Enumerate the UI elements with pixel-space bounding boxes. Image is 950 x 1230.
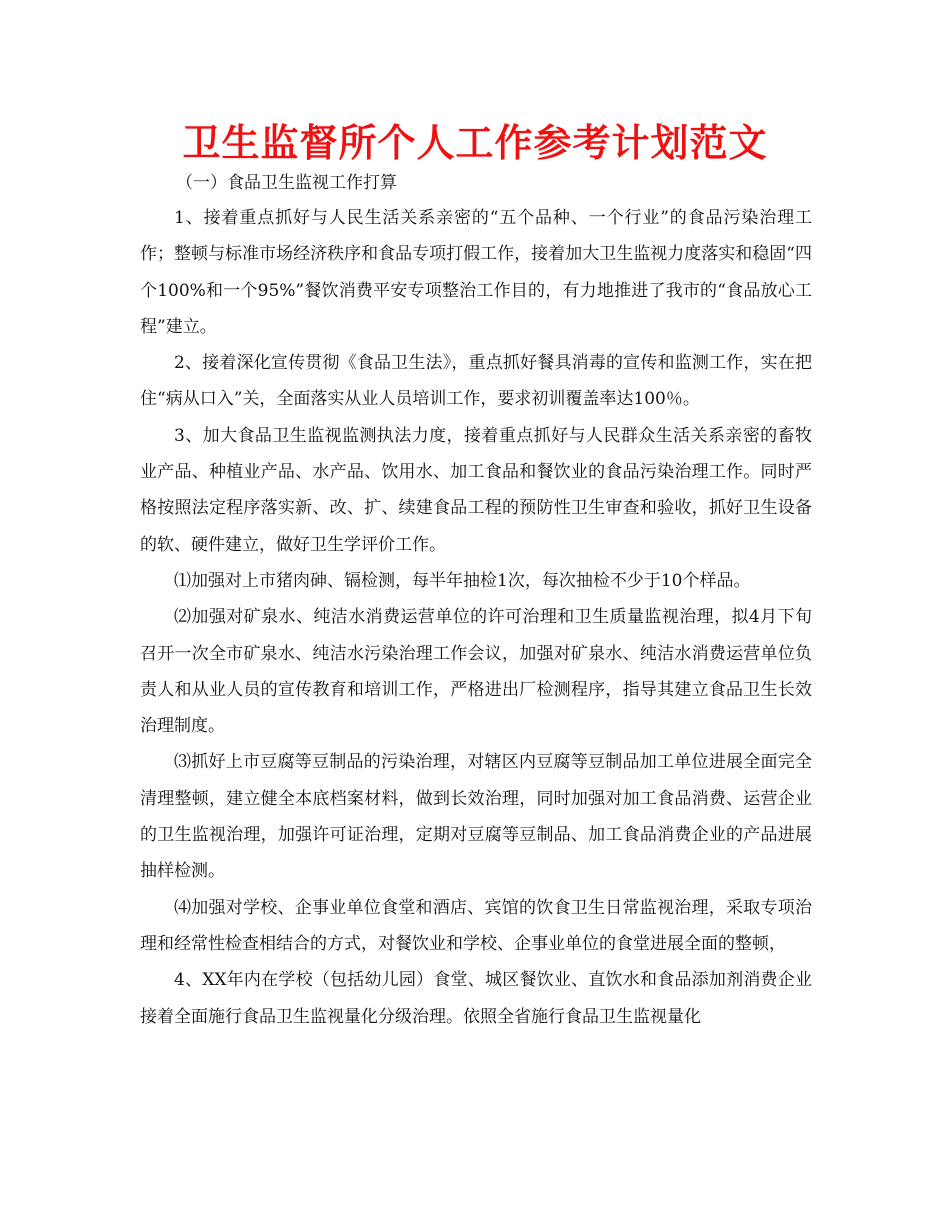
section-heading: （一）食品卫生监视工作打算 [176, 173, 397, 193]
paragraph: 4、XX年内在学校（包括幼儿园）食堂、城区餐饮业、直饮水和食品添加剂消费企业接着全面施行食品卫生监视量化分级治理。依照全省施行食品卫生监视量化 [140, 970, 812, 1027]
paragraph: ⑵加强对矿泉水、纯洁水消费运营单位的许可治理和卫生质量监视治理，拟4月下旬召开一次全市矿泉水、纯洁水污染治理工作会议，加强对矿泉水、纯洁水消费运营单位负责人和从业人员的宣传教育和培训工作，严格进出厂检测程序，指导其建立食品卫生长效治理制度。 [140, 607, 812, 737]
paragraph: 2、接着深化宣传贯彻《食品卫生法》，重点抓好餐具消毒的宣传和监测工作，实在把住“病从口入”关，全面落实从业人员培训工作，要求初训覆盖率达100％。 [140, 353, 812, 410]
paragraph: 1、接着重点抓好与人民生活关系亲密的“五个品种、一个行业”的食品污染治理工作；整顿与标准市场经济秩序和食品专项打假工作，接着加大卫生监视力度落实和稳固“四个100%和一个95%”餐饮消费平安专项整治工作目的，有力地推进了我市的“食品放心工程”建立。 [140, 208, 812, 337]
paragraph: ⑶抓好上市豆腐等豆制品的污染治理，对辖区内豆腐等豆制品加工单位进展全面完全清理整顿，建立健全本底档案材料，做到长效治理，同时加强对加工食品消费、运营企业的卫生监视治理，加强许可证治理，定期对豆腐等豆制品、加工食品消费企业的产品进展抽样检测。 [140, 752, 812, 882]
paragraph: ⑴加强对上市猪肉砷、镉检测，每半年抽检1次，每次抽检不少于10个样品。 [174, 570, 751, 591]
document-body [140, 200, 812, 1035]
paragraph: ⑷加强对学校、企事业单位食堂和酒店、宾馆的饮食卫生日常监视治理，采取专项治理和经常性检查相结合的方式，对餐饮业和学校、企事业单位的食堂进展全面的整顿， [140, 897, 812, 954]
paragraph: 3、加大食品卫生监视监测执法力度，接着重点抓好与人民群众生活关系亲密的畜牧业产品、种植业产品、水产品、饮用水、加工食品和餐饮业的食品污染治理工作。同时严格按照法定程序落实新、改、扩、续建食品工程的预防性卫生审查和验收，抓好卫生设备的软、硬件建立，做好卫生学评价工作。 [140, 425, 812, 555]
document-title: 卫生监督所个人工作参考计划范文 [182, 121, 768, 165]
